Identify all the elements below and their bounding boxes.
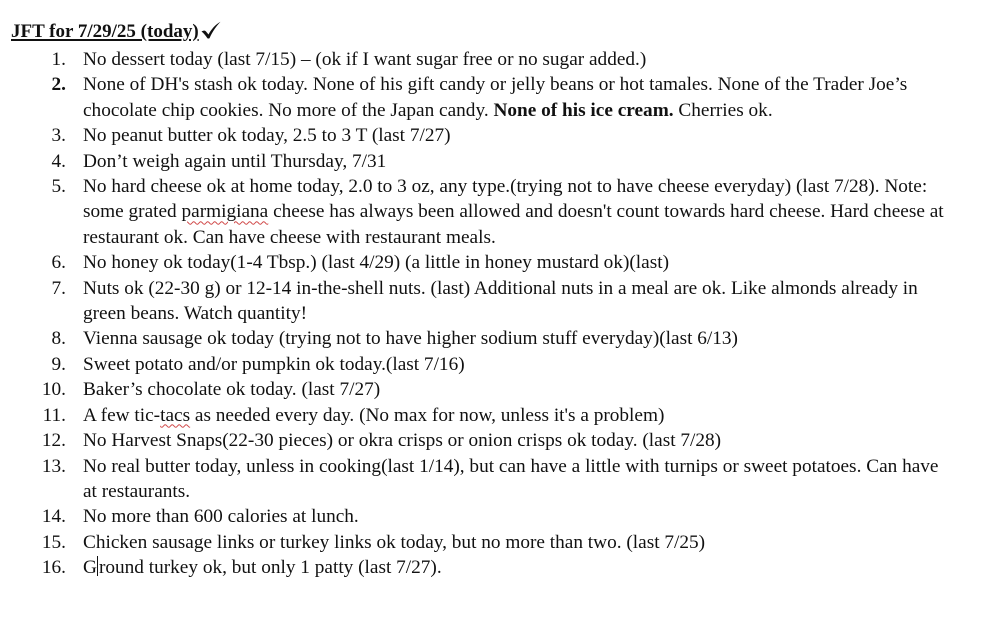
item-number: 13. — [41, 455, 66, 477]
item-number: 7. — [51, 277, 66, 299]
list-item — [0, 428, 953, 453]
list-item — [0, 250, 953, 275]
list-item — [0, 352, 953, 377]
item-text: No more than 600 calories at lunch. — [83, 506, 359, 528]
list-item — [0, 47, 953, 72]
item-number: 10. — [41, 379, 66, 401]
spellcheck-flagged-word[interactable]: tacs — [160, 404, 191, 426]
list-item — [0, 403, 953, 428]
item-text: Nuts ok (22-30 g) or 12-14 in-the-shell nuts. (last) Additional nuts in a meal are ok. Like almonds already in green beans. Watch quantity! — [83, 277, 918, 325]
list-item — [0, 149, 953, 174]
item-number: 1. — [51, 49, 66, 70]
item-text: No real butter today, unless in cooking(last 1/14), but can have a little with turnips or sweet potatoes. Can have at restaurants. — [83, 455, 939, 502]
rules-list — [0, 47, 987, 581]
item-number: 4. — [51, 150, 66, 172]
list-item — [0, 454, 953, 505]
bold-emphasis: None of his ice cream. — [493, 99, 674, 121]
item-text: Sweet potato and/or pumpkin ok today.(last 7/16) — [83, 353, 465, 375]
item-text: No dessert today (last 7/15) – (ok if I want sugar free or no sugar added.) — [83, 49, 647, 70]
list-item — [0, 174, 953, 250]
item-number: 9. — [51, 353, 66, 375]
item-text: No hard cheese ok at home today, 2.0 to 3 oz, any type.(trying not to have cheese everyday) (last 7/28). Note: some grated parmigiana cheese has always been allowed and doesn't count towards hard cheese. Hard cheese at restaurant ok. Can have cheese with restaurant meals. — [83, 176, 944, 248]
item-number: 5. — [51, 176, 66, 198]
item-number: 15. — [41, 531, 66, 553]
item-text: Chicken sausage links or turkey links ok today, but no more than two. (last 7/25) — [83, 531, 706, 553]
list-item — [0, 504, 953, 529]
list-item — [0, 276, 953, 327]
title-text: JFT for 7/29/25 (today) — [11, 21, 199, 42]
item-number: 11. — [42, 404, 66, 426]
item-text: No Harvest Snaps(22-30 pieces) or okra crisps or onion crisps ok today. (last 7/28) — [83, 430, 722, 452]
item-text: None of DH's stash ok today. None of his gift candy or jelly beans or hot tamales. None of the Trader Joe’s chocolate chip cookies. No more of the Japan candy. None of his ice cream. Cherries ok. — [83, 74, 908, 121]
document-title — [11, 20, 222, 44]
item-text: A few tic-tacs as needed every day. (No max for now, unless it's a problem) — [83, 404, 665, 426]
item-text: Baker’s chocolate ok today. (last 7/27) — [83, 379, 381, 401]
item-text: No honey ok today(1-4 Tbsp.) (last 4/29) (a little in honey mustard ok)(last) — [83, 252, 669, 274]
item-number: 16. — [41, 557, 66, 579]
item-text: G round turkey ok, but only 1 patty (last 7/27). — [83, 557, 442, 579]
check-mark-icon — [200, 21, 222, 39]
item-text: No peanut butter ok today, 2.5 to 3 T (last 7/27) — [83, 125, 451, 147]
item-number: 14. — [41, 506, 66, 528]
list-item — [0, 123, 953, 148]
list-item — [0, 72, 953, 123]
item-text: Vienna sausage ok today (trying not to have higher sodium stuff everyday)(last 6/13) — [83, 328, 738, 350]
list-item — [0, 326, 953, 351]
list-item — [0, 555, 953, 580]
item-number: 12. — [41, 430, 66, 452]
list-item — [0, 530, 953, 555]
spellcheck-flagged-word[interactable]: parmigiana — [181, 201, 269, 223]
item-number: 6. — [51, 252, 66, 274]
item-number: 8. — [51, 328, 66, 350]
item-text: Don’t weigh again until Thursday, 7/31 — [83, 150, 387, 172]
list-item — [0, 377, 953, 402]
item-number: 2. — [51, 74, 66, 96]
item-number: 3. — [51, 125, 66, 147]
